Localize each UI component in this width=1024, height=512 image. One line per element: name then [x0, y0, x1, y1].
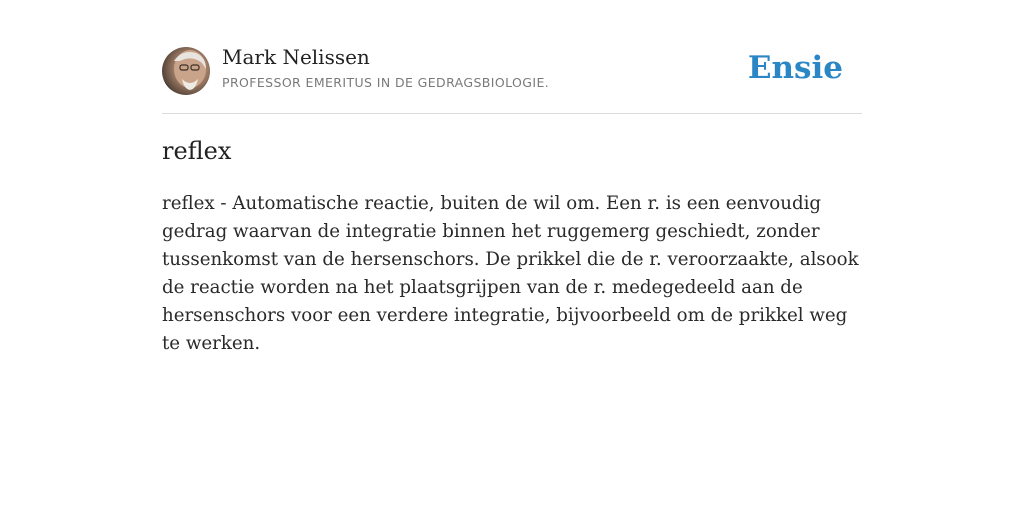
author-title: PROFESSOR EMERITUS IN DE GEDRAGSBIOLOGIE.: [222, 75, 550, 90]
entry-term: reflex: [162, 137, 232, 165]
author-name[interactable]: Mark Nelissen: [222, 45, 370, 69]
entry-header: [162, 0, 862, 114]
entry-card: [162, 0, 862, 354]
author-avatar[interactable]: [162, 47, 210, 95]
entry-definition: reflex - Automatische reactie, buiten de wil om. Een r. is een eenvoudig gedrag waarvan de integratie binnen het ruggemerg geschiedt, zonder tussenkomst van de hersenschors. De prikkel die de r. veroorzaakte, alsook de reactie worden na het plaatsgrijpen van de r. medegedeeld aan de hersenschors voor een verdere integratie, bijvoorbeeld om de prikkel weg te werken.: [162, 193, 859, 354]
ensie-logo[interactable]: Ensie: [747, 50, 843, 86]
author-portrait-icon: [162, 47, 210, 95]
